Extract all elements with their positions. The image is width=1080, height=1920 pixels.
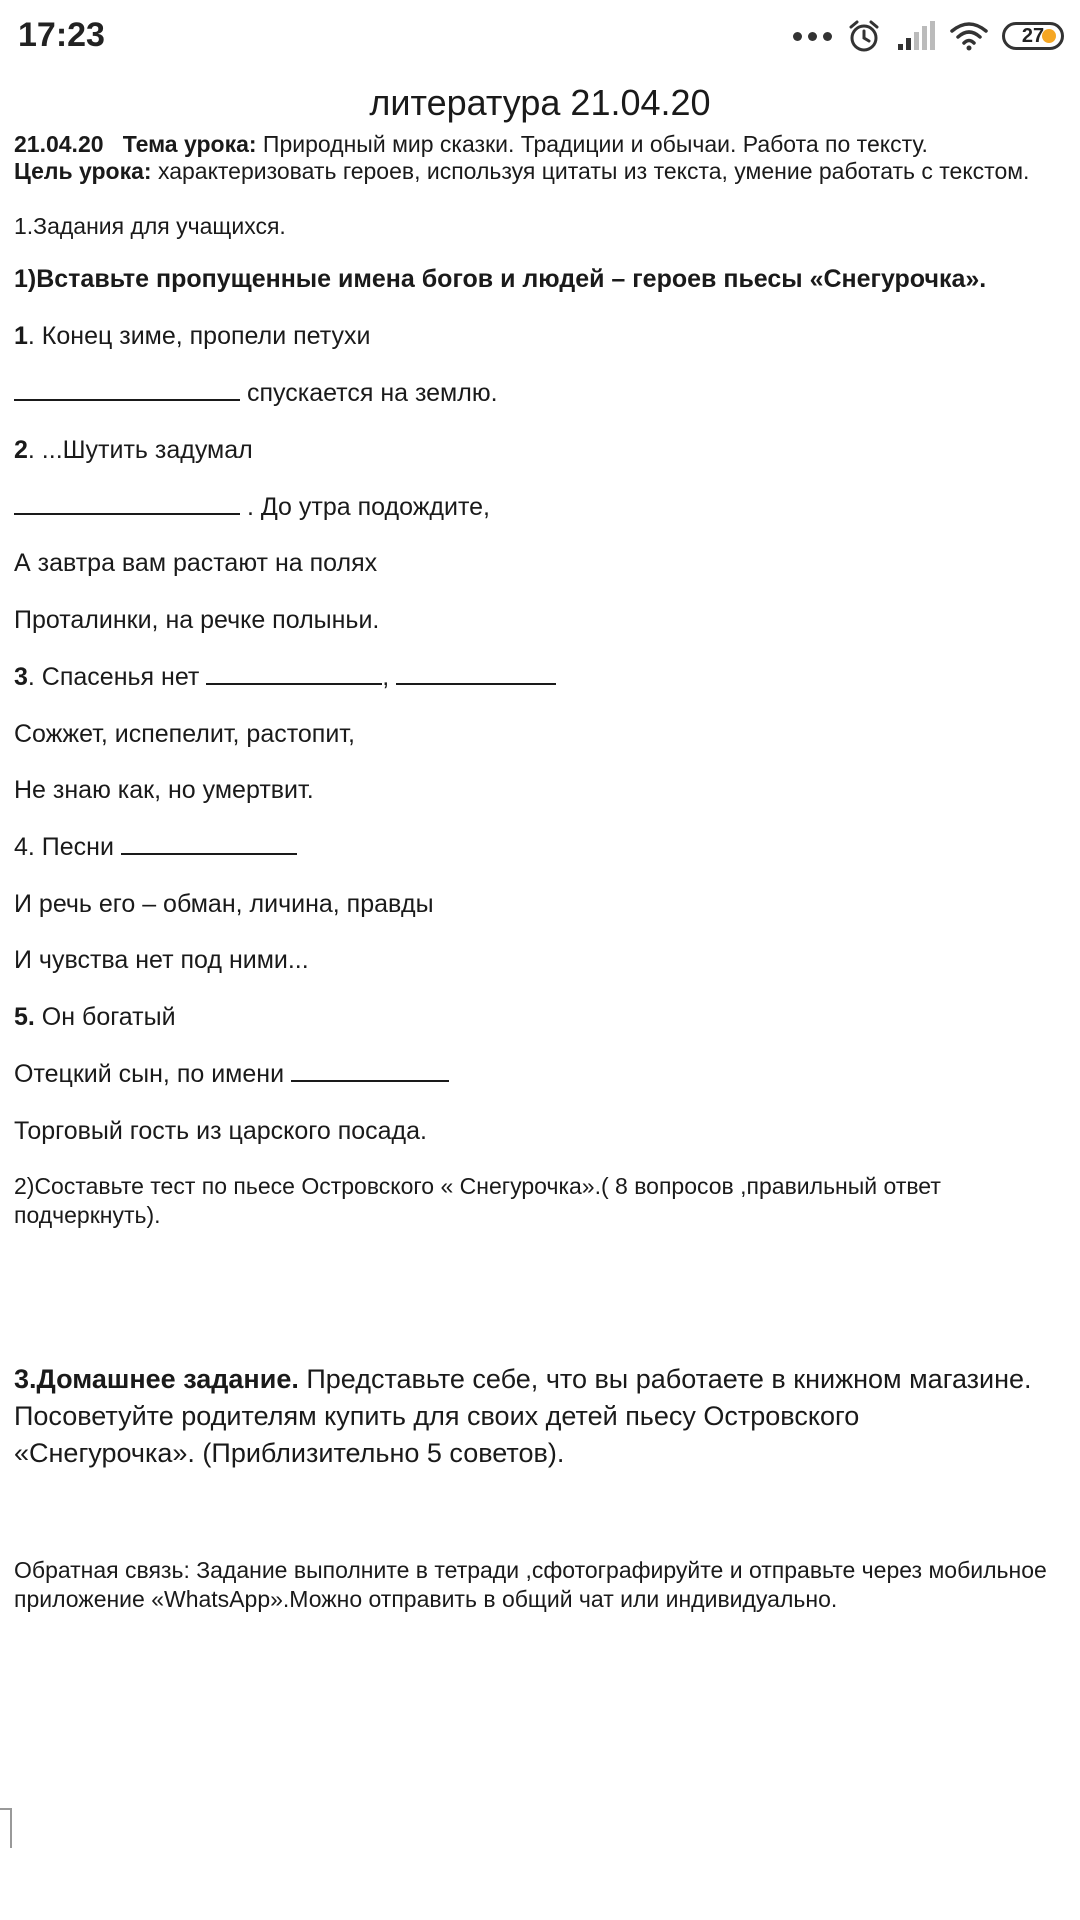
feedback-line-2: приложение «WhatsApp».Можно отправить в общий чат или индивидуально. — [14, 1586, 838, 1612]
page-corner-mark — [0, 1808, 12, 1848]
answer-blank[interactable] — [291, 1078, 449, 1082]
question-3-line-2: Сожжет, испепелит, растопит, — [14, 720, 355, 748]
task2-line-1: 2)Составьте тест по пьесе Островского « Снегурочка».( 8 вопросов ,правильный ответ — [14, 1173, 941, 1199]
question-number: 5. — [14, 1003, 35, 1031]
question-4-line-1 — [14, 833, 297, 862]
battery-icon — [1002, 22, 1064, 50]
task2-line-2: подчеркнуть). — [14, 1202, 161, 1228]
alarm-icon — [846, 18, 882, 54]
question-text: . Конец зиме, пропели петухи — [27, 322, 371, 350]
goal-text: характеризовать героев, используя цитаты из текста, умение работать с текстом. — [151, 158, 1030, 184]
question-text: спускается на землю. — [240, 379, 498, 407]
homework-line-2: Посоветуйте родителям купить для своих детей пьесу Островского — [14, 1401, 860, 1431]
question-2-line-1 — [14, 436, 253, 465]
question-number: 2 — [14, 436, 28, 464]
question-4-line-3: И чувства нет под ними... — [14, 946, 309, 974]
status-icons — [793, 14, 1064, 58]
answer-blank[interactable] — [14, 511, 240, 515]
question-2-line-3: А завтра вам растают на полях — [14, 549, 378, 577]
status-bar — [0, 0, 1080, 72]
topic-text: Природный мир сказки. Традиции и обычаи. Работа по тексту. — [256, 131, 928, 157]
question-5-line-1 — [14, 1003, 176, 1032]
answer-blank[interactable] — [121, 851, 297, 855]
separator: , — [382, 663, 397, 691]
topic-line — [14, 131, 928, 158]
question-1-line-1 — [14, 322, 370, 351]
more-dots-icon — [793, 32, 832, 41]
question-4-line-2: И речь его – обман, личина, правды — [14, 890, 434, 918]
question-text: . До утра подождите, — [240, 493, 490, 521]
signal-icon — [896, 20, 936, 52]
topic-label: Тема урока: — [122, 131, 257, 157]
question-2-line-2 — [14, 493, 490, 522]
battery-level: 27 — [1021, 24, 1045, 47]
page-title: литература 21.04.20 — [369, 82, 711, 123]
question-2-line-4: Проталинки, на речке полыньи. — [14, 606, 380, 634]
question-3-line-1 — [14, 663, 556, 692]
question-text: 4. Песни — [14, 833, 121, 861]
wifi-icon — [950, 21, 988, 51]
answer-blank[interactable] — [206, 681, 382, 685]
question-text: Отецкий сын, по имени — [14, 1060, 291, 1088]
homework-line-3: «Снегурочка». (Приблизительно 5 советов). — [14, 1438, 565, 1468]
question-number: 1 — [14, 322, 28, 350]
homework-text: Представьте себе, что вы работаете в книжном магазине. — [298, 1364, 1032, 1394]
question-text: . Спасенья нет — [27, 663, 207, 691]
status-time: 17:23 — [18, 16, 105, 54]
question-text: . ...Шутить задумал — [27, 436, 253, 464]
goal-line — [14, 158, 1029, 185]
question-5-line-3: Торговый гость из царского посада. — [14, 1117, 427, 1145]
tasks-heading: 1.Задания для учащихся. — [14, 213, 286, 239]
homework-line-1 — [14, 1364, 1032, 1395]
answer-blank[interactable] — [396, 681, 556, 685]
question-3-line-3: Не знаю как, но умертвит. — [14, 776, 314, 804]
feedback-line-1: Обратная связь: Задание выполните в тетради ,сфотографируйте и отправьте через мобильное — [14, 1557, 1047, 1583]
question-5-line-2 — [14, 1060, 449, 1089]
topic-date: 21.04.20 — [14, 131, 104, 157]
answer-blank[interactable] — [14, 397, 240, 401]
homework-label: 3.Домашнее задание. — [14, 1364, 299, 1394]
question-text: Он богатый — [34, 1003, 176, 1031]
question-1-line-2 — [14, 379, 498, 408]
goal-label: Цель урока: — [14, 158, 152, 184]
question-number: 3 — [14, 663, 28, 691]
task1-heading: 1)Вставьте пропущенные имена богов и людей – героев пьесы «Снегурочка». — [14, 265, 987, 293]
